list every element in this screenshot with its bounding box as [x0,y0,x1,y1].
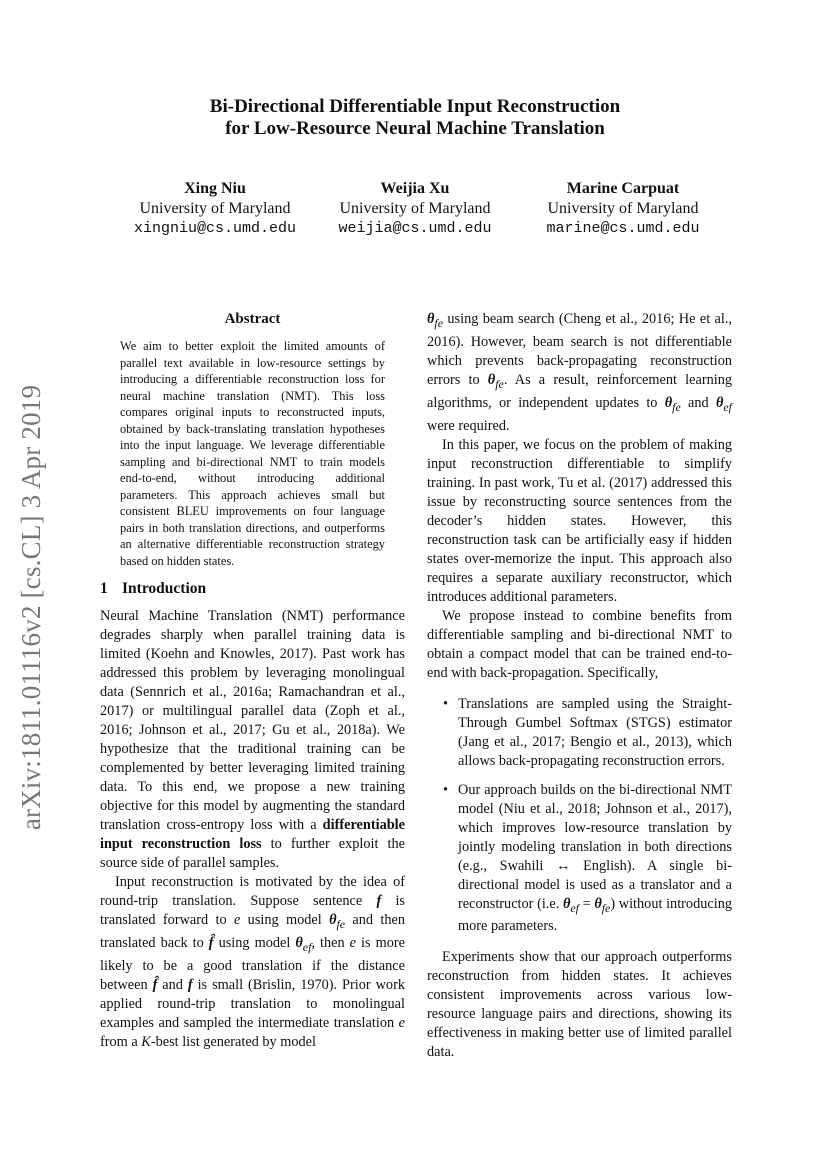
math-subscript: ef [302,939,312,954]
math-subscript: ef [570,900,579,915]
paper-title [100,96,730,140]
text-run: using model [240,912,330,928]
arxiv-identifier-stamp [4,372,60,842]
text-run: ) without introducing more parameters. [458,895,732,935]
author-2 [300,179,530,239]
list-item: • Translations are sampled using the Straight-Through Gumbel Softmax (STGS) estimator (Jang et al., 2017; Bengio et al., 2013), which allows back-propagating reconstruction errors. [427,695,732,771]
text-run: from a [100,1033,142,1050]
math-f: f [187,976,193,993]
intro-paragraph-1 [100,607,405,873]
math-theta: θ [487,371,496,388]
intro-paragraph-3 [427,310,732,436]
text-run: were required. [427,417,510,434]
math-theta: θ [427,311,435,327]
author-affiliation: University of Maryland [547,200,699,217]
author-name: Marine Carpuat [566,180,680,197]
text-run: is more likely to be a good translation if the distance between [100,934,405,993]
text-run: , then [311,934,350,951]
math-subscript: ef [723,399,732,414]
math-theta: θ [562,895,571,912]
text-run: using beam search (Cheng et al., 2016; He et al., 2016). However, beam search is not differentiable which prevents back-propagating reconstruction errors to [427,311,732,388]
section-heading-introduction [100,579,405,598]
math-subscript: fe [495,376,504,391]
text-run: Our approach builds on the bi-directional NMT model (Niu et al., 2018; Johnson et al., 2017), which improves low-resource translation by jointly modeling translation in both directions (e.g., Swahili ↔ English). A single bi-directional model is used as a translator and a reconstructor (i.e. [458,781,732,912]
right-column [427,310,732,1062]
list-item [427,781,732,937]
contribution-list [427,695,732,937]
text-run: is small (Brislin, 1970). Prior work applied round-trip translation to monolingual examples and sampled the intermediate translation [100,976,405,1031]
math-subscript: fe [434,315,444,330]
text-run: Neural Machine Translation (NMT) performance degrades sharply when parallel training data is limited (Koehn and Knowles, 2017). Past work has addressed this problem by leveraging monolingual data (Sennrich et al., 2016a; Ramachandran et al., 2017) or multilingual parallel data (Zoph et al., 2016; Johnson et al., 2017; Gu et al., 2018a). We hypothesize that the traditional training can be complemented by better leveraging limited training data. To this end, we propose a new training objective for this model by augmenting the standard translation cross-entropy loss with a [100,608,405,833]
left-column [100,310,405,1052]
math-subscript: fe [672,399,681,414]
math-k: K [141,1033,151,1050]
math-theta: θ [664,394,673,411]
math-e: e [398,1014,405,1031]
text-run: Input reconstruction is motivated by the idea of round-trip translation. Suppose sentence [100,874,405,909]
abstract-heading: Abstract [224,311,281,327]
math-e: e [233,912,241,928]
intro-paragraph-2 [100,873,405,1052]
author-name: Weijia Xu [380,180,450,197]
math-theta: θ [329,912,337,928]
math-theta: θ [295,934,303,951]
text-run: and [680,394,716,411]
text-run: and [157,976,188,993]
section-number: 1 [100,580,108,597]
author-name: Xing Niu [184,180,246,197]
math-e: e [349,934,357,951]
text-run: using model [213,934,296,951]
author-email: marine@cs.umd.edu [546,220,700,237]
text-run: -best list generated by model [150,1033,317,1050]
abstract-text: We aim to better exploit the limited amounts of parallel text available in low-resource settings by introducing a differentiable reconstruction loss for neural machine translation (NMT). This loss compares original inputs to reconstructed inputs, obtained by back-translating translation hypotheses into the input language. We leverage differentiable sampling and bi-directional NMT to train models end-to-end, without introducing additional parameters. This approach achieves small but consistent BLEU improvements on four language pairs in both translation directions, and outperforms an alternative differentiable reconstruction strategy based on hidden states. [120,339,385,568]
bold-term: differentiable input reconstruction loss [100,817,405,852]
math-subscript: fe [336,916,346,931]
intro-paragraph-4: In this paper, we focus on the problem of making input reconstruction differentiable to simplify training. In past work, Tu et al. (2017) addressed this issue by reconstructing source sentences from the decoder’s hidden states. However, this reconstruction task can be artificially easy if hidden states over-memorize the input. This approach also requires a separate auxiliary reconstructor, which introduces additional parameters. [427,436,732,605]
text-run: = [578,895,595,912]
text-run: to further exploit the source side of parallel samples. [100,836,405,871]
title-line-1: Bi-Directional Differentiable Input Reconstruction [209,96,621,117]
author-email: weijia@cs.umd.edu [338,220,492,237]
math-subscript: fe [601,900,611,915]
author-email: xingniu@cs.umd.edu [133,220,297,237]
math-f-hat: f̂ [152,976,158,993]
text-run: . As a result, reinforcement learning algorithms, or independent updates to [427,371,732,411]
section-title: Introduction [122,580,207,597]
text-run: is translated forward to [100,893,405,928]
author-1 [100,179,330,239]
math-f: f [376,893,382,909]
math-theta: θ [715,394,724,411]
author-block [100,179,730,249]
author-3 [508,179,738,239]
math-f-hat: f̂ [208,934,214,951]
text-run: and then translated back to [100,912,406,951]
math-theta: θ [594,895,602,912]
intro-paragraph-5: We propose instead to combine benefits from differentiable sampling and bi-directional NMT to obtain a compact model that can be trained end-to-end with back-propagation. Specifically, [427,607,732,681]
author-affiliation: University of Maryland [339,200,491,217]
author-affiliation: University of Maryland [139,200,291,217]
arxiv-id: arXiv:1811.01116v2 [cs.CL] 3 Apr 2019 [16,384,47,830]
title-line-2: for Low-Resource Neural Machine Translation [225,118,605,139]
intro-paragraph-6: Experiments show that our approach outperforms reconstruction from hidden states. It achieves consistent improvements across various low-resource language pairs and directions, showing its effectiveness in making better use of limited parallel data. [427,949,732,1061]
